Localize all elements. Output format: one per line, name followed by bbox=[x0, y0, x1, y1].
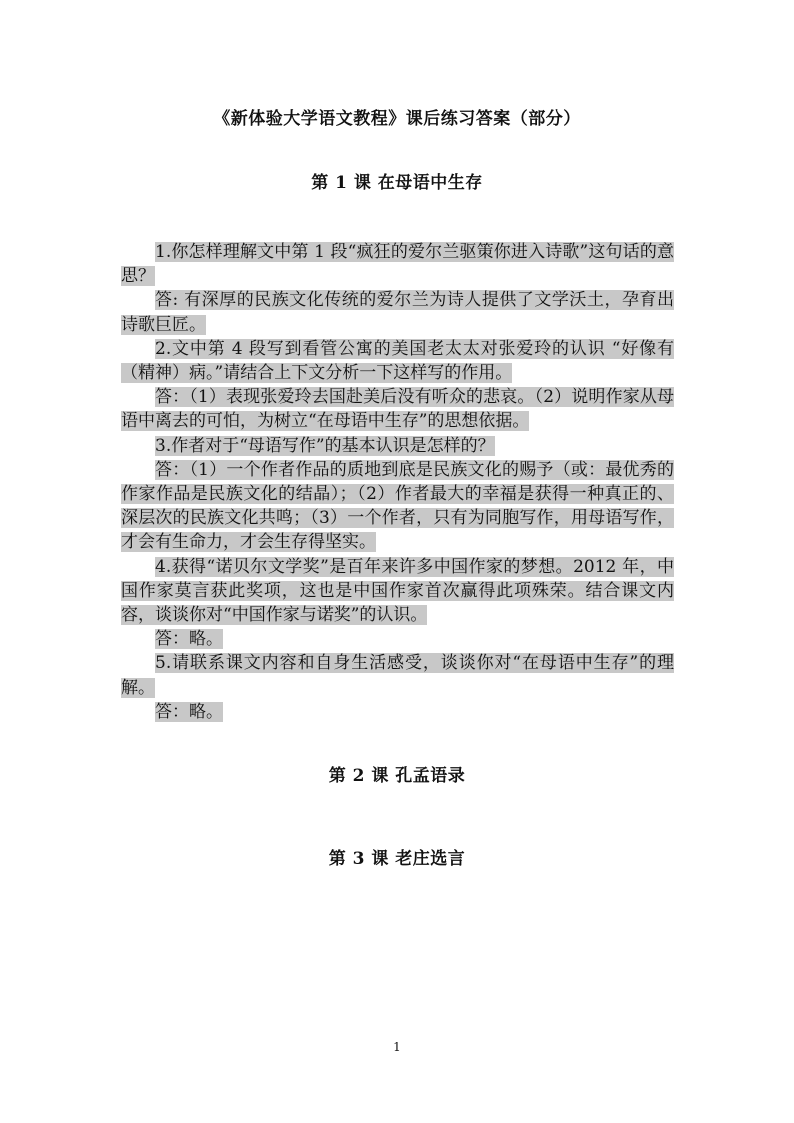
document-title: 《新体验大学语文教程》课后练习答案（部分） bbox=[213, 109, 581, 129]
page-number: 1 bbox=[393, 1040, 401, 1054]
lesson-1-heading: 第 1 课 在母语中生存 bbox=[311, 173, 483, 193]
lesson-2-heading: 第 2 课 孔孟语录 bbox=[328, 766, 466, 786]
answer-2: 答：（1）表现张爱玲去国赴美后没有听众的悲哀。（2）说明作家从母语中离去的可怕，为树立“在母语中生存”的思想依据。 bbox=[121, 387, 674, 432]
answer-4: 答：略。 bbox=[155, 629, 223, 650]
question-3: 3.作者对于“母语写作”的基本认识是怎样的？ bbox=[155, 435, 495, 456]
question-5: 5.请联系课文内容和自身生活感受，谈谈你对“在母语中生存”的理解。 bbox=[121, 653, 674, 698]
lesson-3-heading: 第 3 课 老庄选言 bbox=[328, 849, 466, 869]
question-4: 4.获得“诺贝尔文学奖”是百年来许多中国作家的梦想。2012 年，中国作家莫言获此奖项，这也是中国作家首次赢得此项殊荣。结合课文内容，谈谈你对“中国作家与诺奖”的认识。 bbox=[121, 556, 674, 626]
answer-1: 答: 有深厚的民族文化传统的爱尔兰为诗人提供了文学沃土，孕育出诗歌巨匠。 bbox=[121, 290, 674, 335]
answer-5: 答：略。 bbox=[155, 701, 223, 722]
answer-3: 答：（1）一个作者作品的质地到底是民族文化的赐予（或：最优秀的作家作品是民族文化的结晶）；（2）作者最大的幸福是获得一种真正的、深层次的民族文化共鸣；（3）一个作者，只有为同胞写作，用母语写作，才会有生命力，才会生存得坚实。 bbox=[121, 459, 674, 553]
lesson-1-body bbox=[121, 240, 674, 724]
question-2: 2.文中第 4 段写到看管公寓的美国老太太对张爱玲的认识 “好像有（精神）病。”请结合上下文分析一下这样写的作用。 bbox=[121, 338, 674, 384]
question-1: 1.你怎样理解文中第 1 段“疯狂的爱尔兰驱策你进入诗歌”这句话的意思？ bbox=[121, 242, 674, 287]
